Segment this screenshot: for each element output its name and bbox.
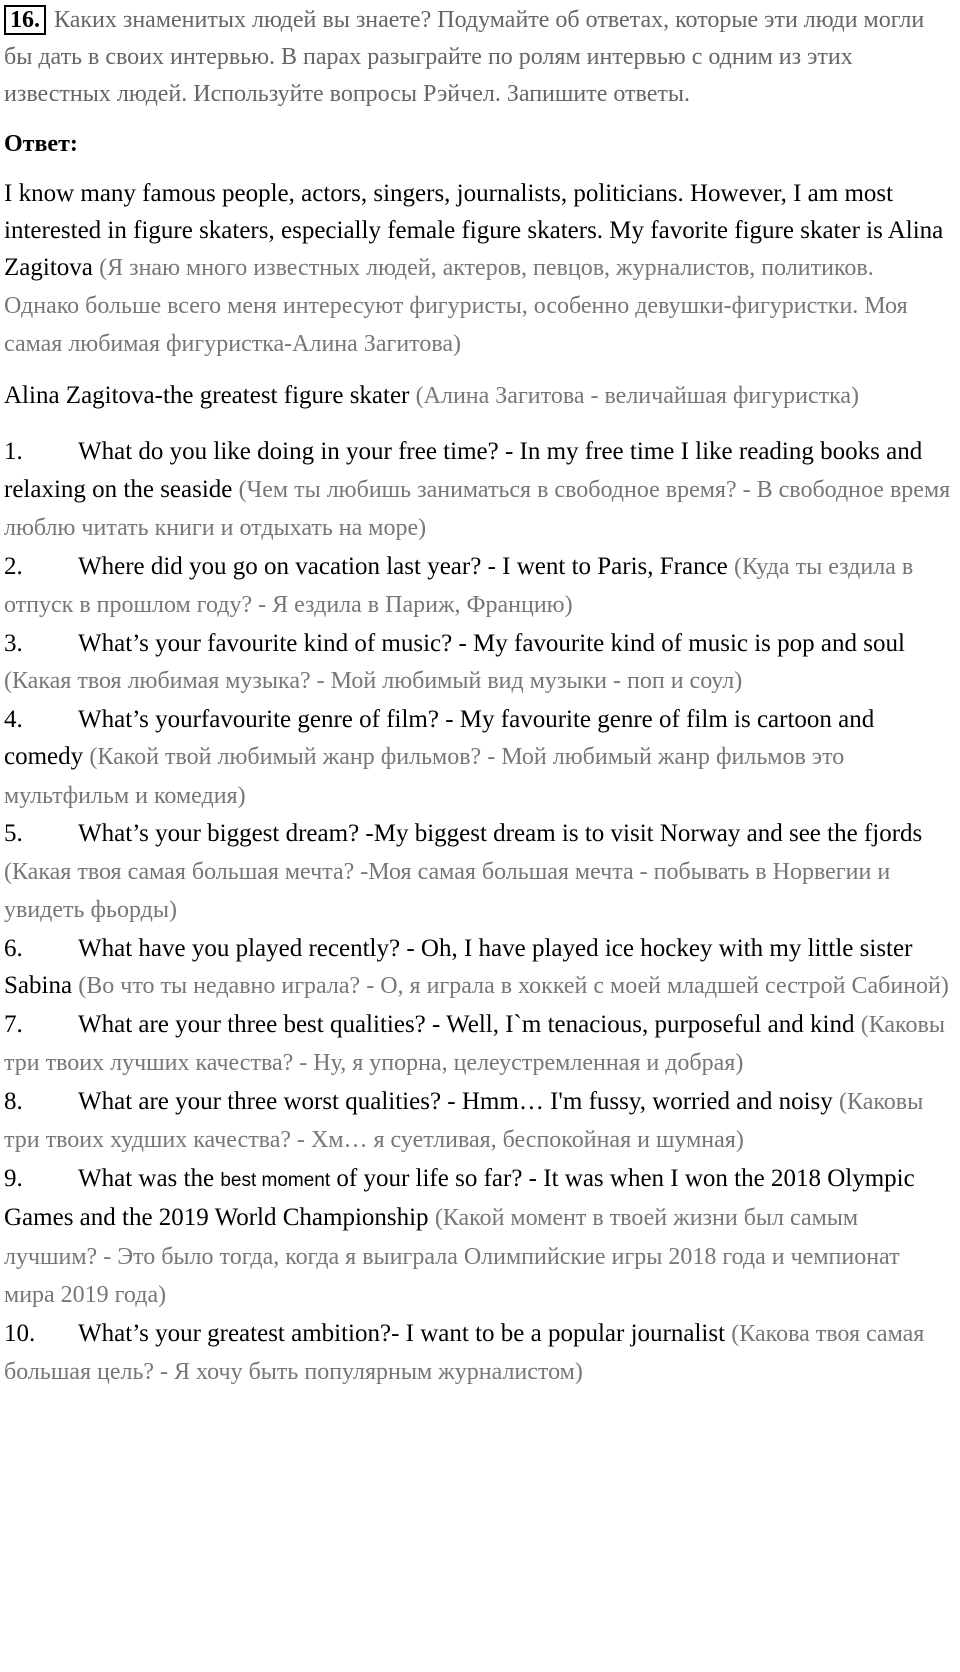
item-number: 3.: [4, 629, 23, 657]
item-number: 6.: [4, 934, 23, 962]
subtitle-ru: (Алина Загитова - величайшая фигуристка): [415, 383, 860, 409]
item-number: 9.: [4, 1164, 23, 1192]
item-number: 5.: [4, 820, 23, 847]
list-item: [4, 1083, 954, 1160]
task-text: Каких знаменитых людей вы знаете? Подумайте об ответах, которые эти люди могли бы дать в своих интервью. В парах разыграйте по ролям интервью с одним из этих известных людей. Используйте вопросы Рэйчел. Запишите ответы.: [4, 7, 925, 107]
item-en-part-b: of your life so far? - It was when I won the 2018 Olympic Games and the 2019 World Championship: [4, 1164, 915, 1231]
item-en: What have you played recently? - Oh, I have played ice hockey with my little sister Sabina: [4, 934, 913, 999]
task-statement: [4, 2, 954, 113]
list-item: [4, 548, 954, 625]
item-ru: (Какова твоя самая большая цель? - Я хочу быть популярным журналистом): [4, 1320, 925, 1385]
item-number: 8.: [4, 1087, 23, 1115]
intro-ru: (Я знаю много известных людей, актеров, певцов, журналистов, политиков. Однако больше всего меня интересуют фигуристы, особенно девушки-фигуристки. Моя самая любимая фигуристка-Алина Загитова): [4, 255, 908, 357]
item-en: What are your three worst qualities? - Hmm… I'm fussy, worried and noisy: [78, 1087, 833, 1115]
item-en: What’s your favourite kind of music? - My favourite kind of music is pop and soul: [78, 629, 905, 657]
item-en: What do you like doing in your free time? - In my free time I like reading books and relaxing on the seaside: [4, 438, 923, 503]
list-item: [4, 815, 954, 930]
task-number: 16.: [4, 5, 46, 35]
list-item: [4, 433, 954, 548]
item-en: What’s your greatest ambition?- I want to be a popular journalist: [78, 1319, 726, 1347]
item-number: 7.: [4, 1010, 23, 1038]
list-item: [4, 930, 954, 1006]
list-item: [4, 1160, 954, 1315]
item-ru: (Какая твоя любимая музыка? - Мой любимый вид музыки - поп и соул): [4, 668, 743, 694]
answer-label: Ответ:: [4, 131, 78, 157]
item-ru: (Чем ты любишь заниматься в свободное время? - В свободное время люблю читать книги и отдыхать на море): [4, 476, 951, 541]
list-item: [4, 625, 954, 701]
qa-list: [4, 433, 954, 1392]
item-ru: (Во что ты недавно играла? - О, я играла в хоккей с моей младшей сестрой Сабиной): [78, 973, 949, 999]
item-ru: (Какой момент в твоей жизни был самым лучшим? - Это было тогда, когда я выиграла Олимпийские игры 2018 года и чемпионат мира 2019 года): [4, 1205, 900, 1308]
item-en-part-a: What was the: [78, 1164, 215, 1192]
item-number: 4.: [4, 705, 23, 733]
item-en: What are your three best qualities? - Well, I`m tenacious, purposeful and kind: [78, 1010, 855, 1038]
list-item: [4, 1006, 954, 1083]
subtitle-paragraph: [4, 377, 954, 415]
item-ru: (Каковы три твоих лучших качества? - Ну, я упорна, целеустремленная и добрая): [4, 1011, 945, 1076]
intro-paragraph: [4, 175, 954, 363]
item-ru: (Какая твоя самая большая мечта? -Моя самая большая мечта - побывать в Норвегии и увидеть фьорды): [4, 858, 891, 923]
item-en-small: best moment: [220, 1169, 331, 1191]
item-number: 10.: [4, 1319, 36, 1347]
intro-en: I know many famous people, actors, singers, journalists, politicians. However, I am most interested in figure skaters, especially female figure skaters. My favorite figure skater is Alina Zagitova: [4, 180, 944, 281]
item-ru: (Куда ты ездила в отпуск в прошлом году? - Я ездила в Париж, Францию): [4, 553, 914, 618]
item-en: Where did you go on vacation last year? - I went to Paris, France: [78, 552, 728, 580]
item-number: 1.: [4, 438, 23, 465]
list-item: [4, 701, 954, 816]
item-number: 2.: [4, 552, 23, 580]
item-ru: (Каковы три твоих худших качества? - Хм… я суетливая, беспокойная и шумная): [4, 1088, 924, 1153]
item-en: What’s your biggest dream? -My biggest dream is to visit Norway and see the fjords: [78, 820, 923, 847]
subtitle-en: Alina Zagitova-the greatest figure skater: [4, 382, 410, 409]
item-ru: (Какой твой любимый жанр фильмов? - Мой любимый жанр фильмов это мультфильм и комедия): [4, 744, 845, 809]
list-item: [4, 1315, 954, 1392]
item-en: What’s yourfavourite genre of film? - My favourite genre of film is cartoon and comedy: [4, 705, 875, 770]
